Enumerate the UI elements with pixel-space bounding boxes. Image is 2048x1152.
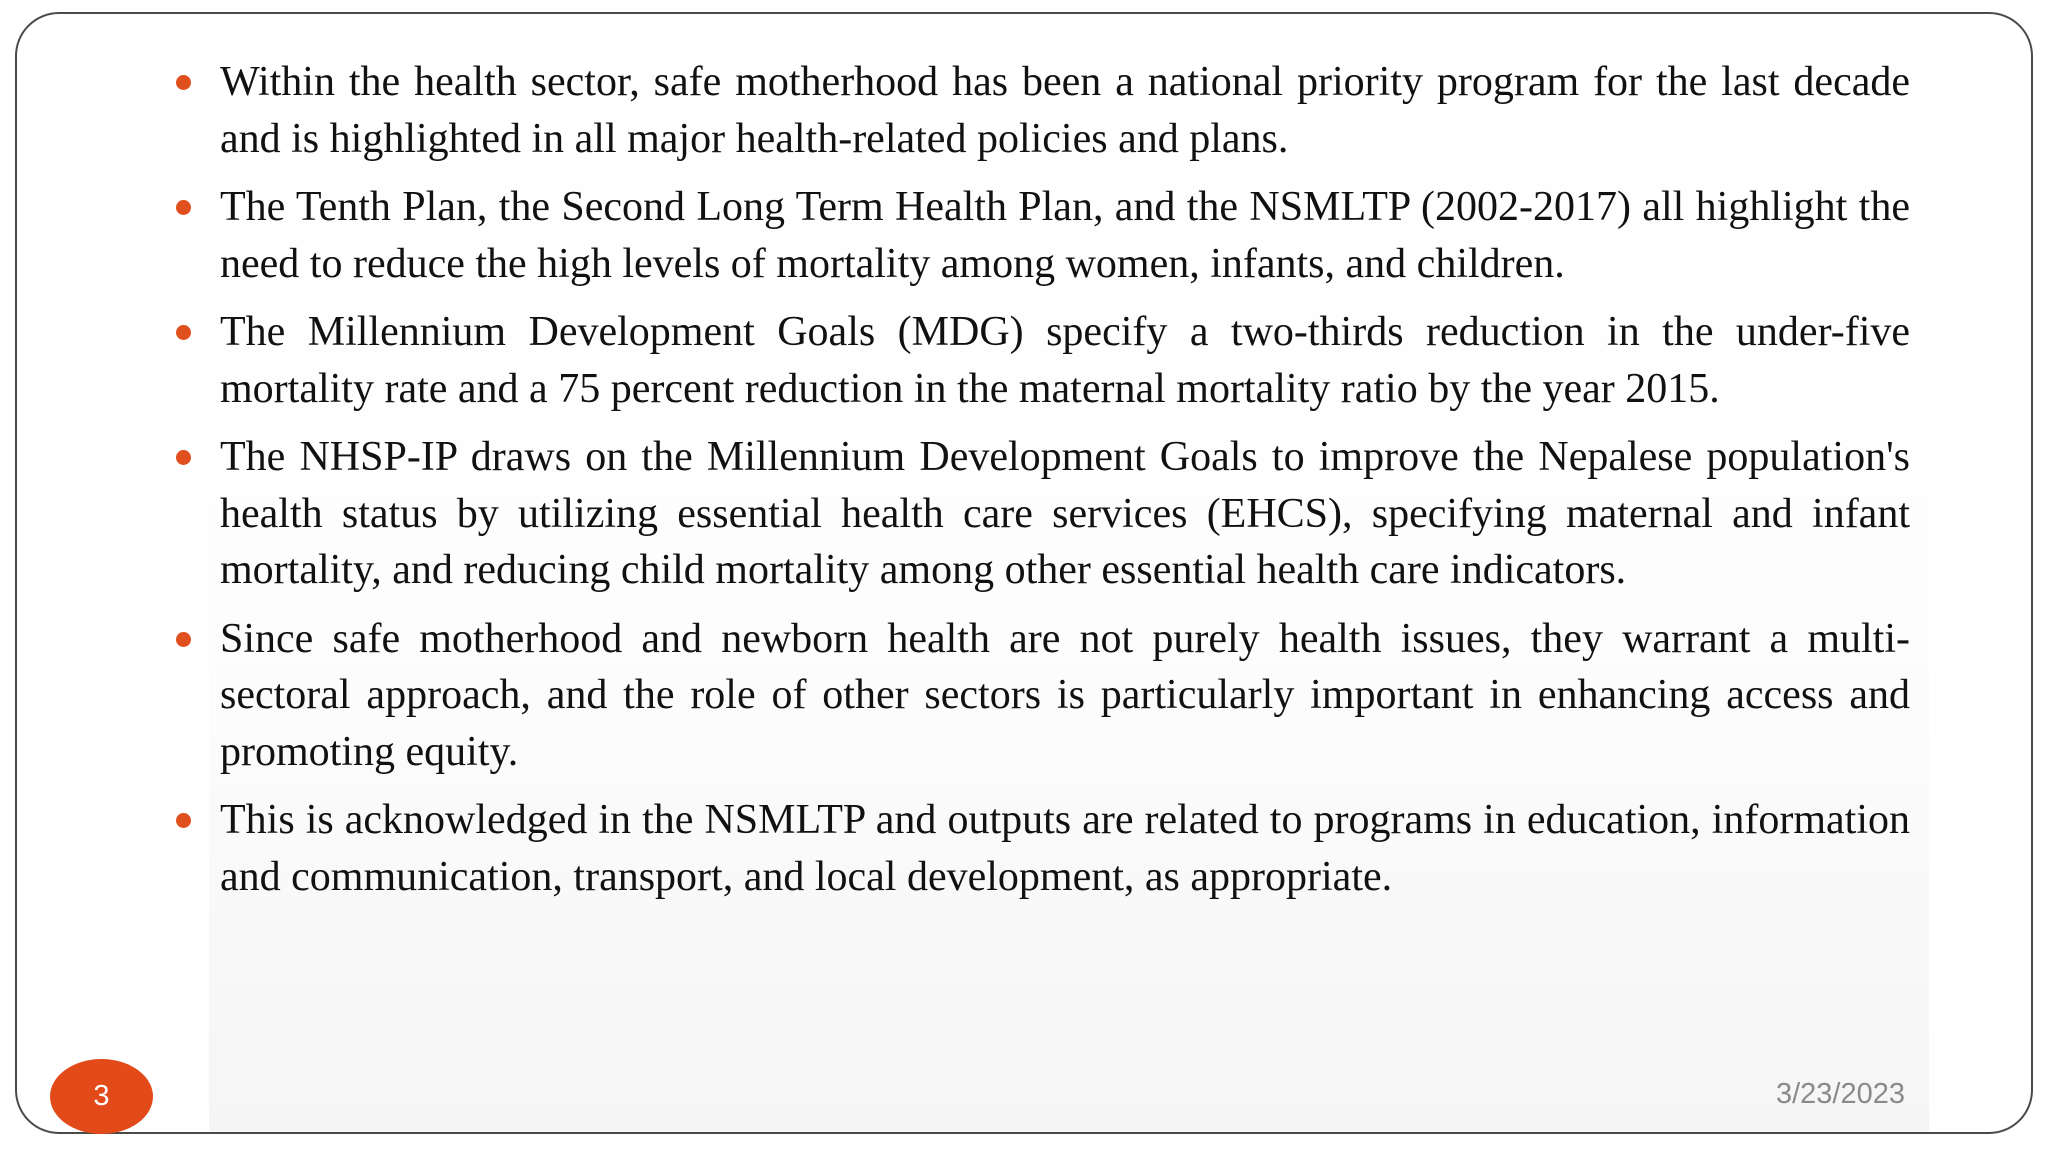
bullet-dot-icon (176, 632, 191, 647)
bullet-item (172, 792, 1910, 905)
bullet-text: The Tenth Plan, the Second Long Term Health Plan, and the NSMLTP (2002-2017) all highlight the need to reduce the high levels of mortality among women, infants, and children. (220, 184, 1910, 287)
slide-date: 3/23/2023 (1775, 1078, 1905, 1110)
slide-frame (15, 12, 2033, 1134)
bullet-dot-icon (176, 813, 191, 828)
bullet-item (172, 429, 1910, 599)
bullet-text: The Millennium Development Goals (MDG) specify a two-thirds reduction in the under-five mortality rate and a 75 percent reduction in the maternal mortality ratio by the year 2015. (220, 309, 1910, 412)
bullet-item (172, 611, 1910, 781)
page-number-badge: 3 (50, 1059, 153, 1134)
bullet-dot-icon (176, 450, 191, 465)
bullet-dot-icon (176, 200, 191, 215)
bullet-item (172, 304, 1910, 417)
bullet-dot-icon (176, 75, 191, 90)
bullet-text: The NHSP-IP draws on the Millennium Development Goals to improve the Nepalese population's health status by utilizing essential health care services (EHCS), specifying maternal and infant mortality, and reducing child mortality among other essential health care indicators. (220, 434, 1910, 593)
bullet-item (172, 179, 1910, 292)
bullet-text: This is acknowledged in the NSMLTP and outputs are related to programs in education, information and communication, transport, and local development, as appropriate. (220, 797, 1910, 900)
bullet-text: Since safe motherhood and newborn health are not purely health issues, they warrant a multi-sectoral approach, and the role of other sectors is particularly important in enhancing access and promoting equity. (220, 615, 1910, 775)
bullet-list (172, 54, 1910, 917)
bullet-dot-icon (176, 325, 191, 340)
bullet-item (172, 54, 1910, 167)
bullet-text: Within the health sector, safe motherhood has been a national priority program for the last decade and is highlighted in all major health-related policies and plans. (220, 59, 1910, 162)
